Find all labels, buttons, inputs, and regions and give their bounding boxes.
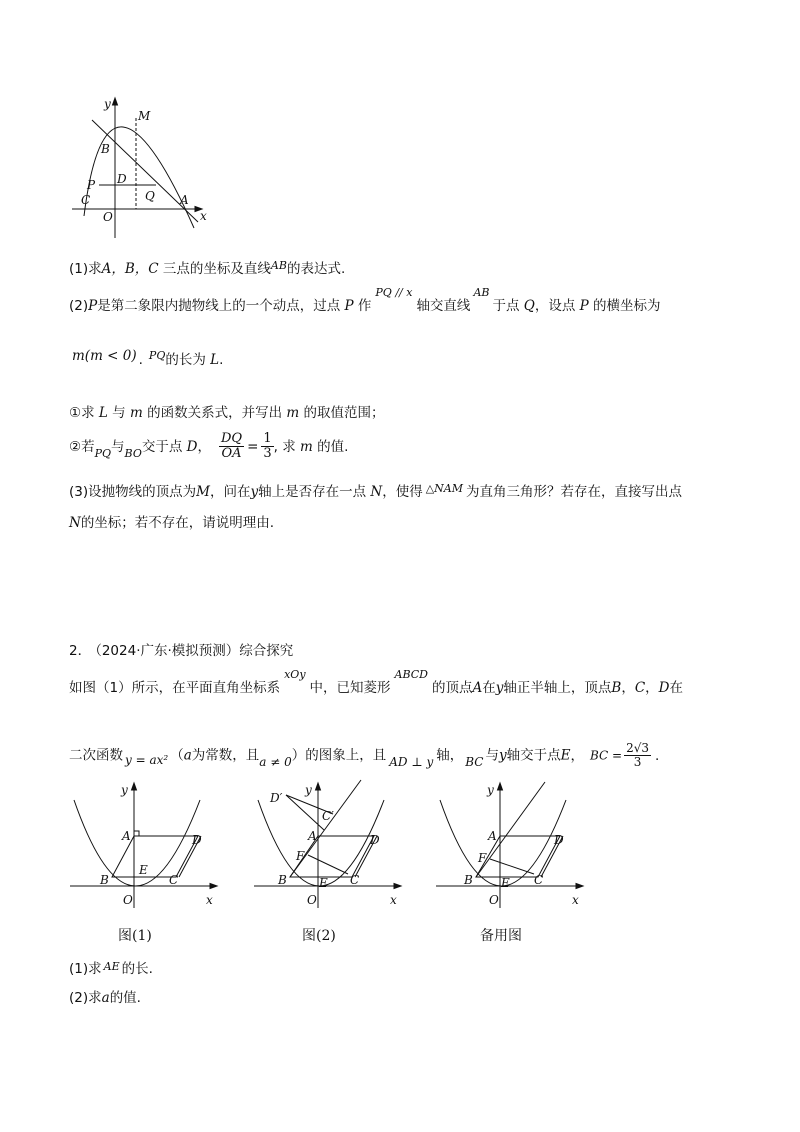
q2-bc: BC <box>465 754 484 769</box>
q2-ae: AE <box>103 960 120 973</box>
q2-aneq: a ≠ 0 <box>259 754 292 769</box>
label-d: D <box>370 833 380 847</box>
q2-header <box>69 645 293 659</box>
q2-line2-t6: 与 <box>485 747 499 764</box>
y-axis-arrow <box>113 98 118 105</box>
q1-part3 <box>69 482 682 500</box>
q2-ask1-t1: (1)求 <box>69 961 102 977</box>
q2-line2-t7: 轴交于点 <box>506 747 561 764</box>
q2-line1-c2: ， <box>645 680 659 696</box>
label-x: x <box>390 893 397 907</box>
q1-part2b-t1: 的长为 <box>165 352 211 368</box>
q2-line1 <box>69 668 683 696</box>
q2-line2-y: y <box>498 747 507 764</box>
right-angle-mark <box>134 831 139 836</box>
q2-line1-t3: 的顶点 <box>432 680 473 696</box>
q1-sub1-t2: 的函数关系式，并写出 <box>142 405 287 421</box>
q1-part2-pq-parallel: PQ // x <box>375 286 413 299</box>
q1-part3-t5: 为直角三角形？若存在，直接写出点 <box>466 484 682 500</box>
q1-sub2-pq: PQ <box>94 446 112 460</box>
q1-part3b-n: N <box>69 515 81 531</box>
label-p: P <box>87 178 96 192</box>
caption-fig1: 图(1) <box>118 928 152 944</box>
q1-part3-t4: ，使得 <box>382 484 423 500</box>
q2-line2-end: . <box>654 747 660 764</box>
q1-sub1-t3: 的取值范围； <box>299 405 385 421</box>
q2-line2-t4: ）的图象上，且 <box>291 747 387 764</box>
q1-sub2 <box>69 432 348 462</box>
label-c: C <box>350 873 360 887</box>
label-x: x <box>200 209 207 223</box>
q2-line1-c: C <box>634 680 646 696</box>
x-axis-arrow <box>576 884 583 889</box>
q1-part2-t5: ，设点 <box>534 298 580 314</box>
q1-sub2-circ: ②若 <box>69 438 95 455</box>
q2-line1-a: A <box>472 680 483 696</box>
q1-part2-p2: P <box>344 298 354 314</box>
q2-line1-b: B <box>611 680 622 696</box>
q1-frac-dq-oa <box>219 432 244 462</box>
q1-part3-t1: (3)设抛物线的顶点为 <box>69 484 197 500</box>
q2-line2-c1: ， <box>570 747 584 764</box>
label-a: A <box>180 193 189 207</box>
q1-sub2-t4: , 求 <box>273 438 301 455</box>
q1-part2-t1: 是第二象限内抛物线上的一个动点，过点 <box>97 298 345 314</box>
q2-line1-t5: 轴正半轴上，顶点 <box>503 680 612 696</box>
q2-ask2-t2: 的值. <box>109 990 141 1006</box>
q1-sub1-t1: 与 <box>107 405 130 421</box>
label-x: x <box>572 893 579 907</box>
y-axis-arrow <box>498 783 503 790</box>
label-b: B <box>101 142 110 156</box>
label-a: A <box>308 829 317 843</box>
q1-figure <box>70 92 230 242</box>
q1-part1-prefix: (1)求 <box>69 261 102 277</box>
q1-sub1-l: L <box>98 405 108 421</box>
q1-part3-t2: ，问在 <box>209 484 251 500</box>
q2-ask2 <box>69 992 141 1006</box>
q1-part3-y: y <box>250 484 259 500</box>
q1-part2-p3: P <box>579 298 589 314</box>
q1-part2-p: P <box>88 298 98 314</box>
label-d: D <box>117 172 127 186</box>
label-b: B <box>100 873 109 887</box>
label-f: F <box>296 849 305 863</box>
q1-sub2-t3: ， <box>197 438 211 455</box>
parabola <box>258 800 384 886</box>
x-axis-arrow <box>394 884 401 889</box>
label-y: y <box>104 97 111 111</box>
caption-backup: 备用图 <box>480 928 522 944</box>
q1-part1-suffix: 的表达式. <box>286 261 346 277</box>
q1-sub2-t1: 与 <box>111 438 125 455</box>
q1-part2b <box>72 348 224 368</box>
frac-dq: DQ <box>220 431 243 446</box>
q1-part3-triangle: △NAM <box>425 482 463 495</box>
y-axis-arrow <box>132 783 137 790</box>
q2-line1-y: y <box>495 680 504 696</box>
q2-ask2-a: a <box>101 990 110 1006</box>
q1-sub1-circ: ①求 <box>69 405 99 421</box>
segment-f-c <box>490 859 534 874</box>
q2-line1-c1: ， <box>621 680 635 696</box>
q2-ask1 <box>69 960 153 977</box>
q2-abcd: ABCD <box>394 668 428 681</box>
label-c: C <box>169 873 179 887</box>
label-q: Q <box>145 189 155 203</box>
q1-part2-t6: 的横坐标为 <box>588 298 661 314</box>
q2-figure-2 <box>250 778 410 948</box>
q1-m-expr: m(m < 0) <box>72 348 137 364</box>
segment-f-c <box>308 855 348 874</box>
q1-sub2-m: m <box>300 438 313 455</box>
label-f: F <box>478 851 487 865</box>
q1-part3-m: M <box>196 484 210 500</box>
label-a: A <box>122 829 131 843</box>
q2-ask1-t2: 的长. <box>121 961 153 977</box>
label-c: C <box>534 873 544 887</box>
label-d: D <box>554 833 564 847</box>
y-axis-arrow <box>316 783 321 790</box>
q1-part2b-l: L <box>210 352 220 368</box>
q1-eq: = <box>247 438 259 455</box>
q1-part1-points: A，B，C <box>101 261 159 277</box>
frac-oa: OA <box>221 446 242 462</box>
q1-part3-t3: 轴上是否存在一点 <box>258 484 371 500</box>
q1-part3b <box>69 517 274 531</box>
label-d: D <box>192 833 202 847</box>
label-y: y <box>121 783 128 797</box>
q1-sub1 <box>69 407 384 421</box>
label-o: O <box>103 210 113 224</box>
q1-part2 <box>69 286 661 314</box>
q2-figure-1 <box>66 778 226 948</box>
frac-3b: 3 <box>633 755 642 770</box>
label-c: C <box>81 193 91 207</box>
label-o: O <box>123 893 133 907</box>
q1-part2-t2: 作 <box>353 298 372 314</box>
q1-part1 <box>69 260 345 277</box>
q2-source: （2024·广东·模拟预测） <box>95 643 240 659</box>
label-m: M <box>138 109 151 123</box>
q2-ady: AD ⊥ y <box>389 754 434 769</box>
q1-sub1-m2: m <box>286 405 300 421</box>
q1-sub2-bo: BO <box>124 446 142 460</box>
q1-part2-t3: 轴交直线 <box>416 298 471 314</box>
label-cprime: C′ <box>322 809 334 823</box>
q2-xoy: xOy <box>284 668 306 681</box>
q2-line2-t2: （ <box>170 747 184 764</box>
q1-pq: PQ <box>148 349 166 362</box>
label-e: E <box>139 863 148 877</box>
q2-line2 <box>69 742 659 769</box>
q2-line2-a: a <box>183 747 192 764</box>
label-x: x <box>206 893 213 907</box>
q1-part2-t4: 于点 <box>492 298 524 314</box>
q2-line1-d: D <box>658 680 670 696</box>
q1-sub1-m: m <box>129 405 143 421</box>
label-o: O <box>307 893 317 907</box>
label-o: O <box>489 893 499 907</box>
q1-sub2-d: D <box>186 438 198 455</box>
q2-line1-t2: 中，已知菱形 <box>309 680 391 696</box>
q2-line1-t6: 在 <box>669 680 683 696</box>
q2-line2-t5: 轴， <box>436 747 464 764</box>
q2-frac-2sqrt3-3 <box>624 742 651 769</box>
q2-line1-t4: 在 <box>482 680 496 696</box>
caption-fig2: 图(2) <box>302 928 336 944</box>
label-a: A <box>488 829 497 843</box>
q2-line1-t1: 如图（1）所示，在平面直角坐标系 <box>69 680 281 696</box>
frac-1: 1 <box>263 431 272 446</box>
q1-part3-n: N <box>370 484 383 500</box>
q1-part1-ab: AB <box>270 259 287 272</box>
label-e: E <box>319 876 328 890</box>
q1-part3b-t1: 的坐标；若不存在，请说明理由. <box>80 515 275 531</box>
q1-part1-mid: 三点的坐标及直线 <box>158 261 271 277</box>
q1-sub2-t5: 的值. <box>312 438 349 455</box>
q1-dot: . <box>138 352 143 368</box>
label-y: y <box>487 783 494 797</box>
q2-title: 综合探究 <box>239 643 294 659</box>
label-dprime: D′ <box>270 791 283 805</box>
q1-part2-q: Q <box>523 298 535 314</box>
q1-sub2-t2: 交于点 <box>141 438 187 455</box>
parabola <box>440 800 566 886</box>
q2-bc-eq: BC = <box>589 748 623 763</box>
frac-2sqrt3: 2√3 <box>626 741 649 755</box>
q2-ask2-t1: (2)求 <box>69 990 102 1006</box>
q2-number: 2． <box>69 643 92 659</box>
q1-part2-ab: AB <box>473 286 490 299</box>
label-b: B <box>464 873 473 887</box>
q2-line2-t3: 为常数，且 <box>191 747 260 764</box>
q2-func: y = ax² <box>125 752 169 767</box>
label-e: E <box>501 876 510 890</box>
q2-line2-t1: 二次函数 <box>69 747 123 764</box>
frac-3: 3 <box>263 446 272 462</box>
label-y: y <box>305 783 312 797</box>
x-axis-arrow <box>210 884 217 889</box>
q1-frac-1-3 <box>261 432 273 462</box>
q1-part2b-t2: . <box>219 352 224 368</box>
label-b: B <box>278 873 287 887</box>
q1-part2-prefix: (2) <box>69 298 89 314</box>
q2-figure-backup <box>432 778 592 948</box>
q2-line2-e: E <box>560 747 571 764</box>
